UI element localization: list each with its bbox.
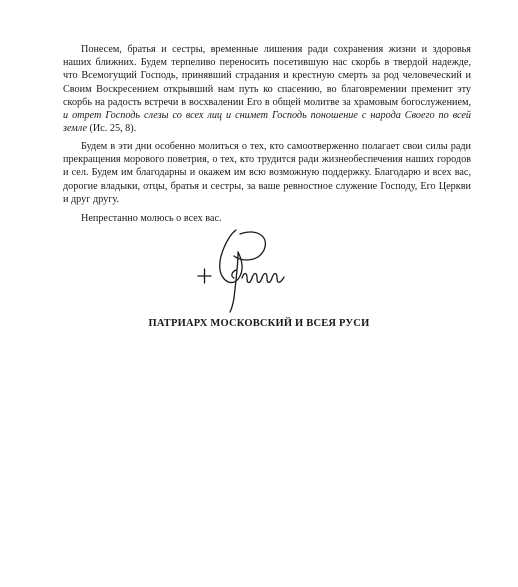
signature-hook	[232, 270, 236, 278]
signature-main-loop	[220, 230, 242, 283]
paragraph-2-text: Будем в эти дни особенно молиться о тех, кто самоотверженно полагает свои силы ради прекращения морового поветрия, о тех, кто трудится ради жизнеобеспечения наших городов и сел. Будем им благодарны и окажем им всю возможную поддержку. Благодарю и всех вас, дорогие владыки, отцы, братья и сестры, за ваше ревностное служение Господу, Его Церкви и друг другу.	[63, 141, 471, 205]
signature-letters-2	[252, 274, 262, 283]
scripture-reference: (Ис. 25, 8).	[86, 123, 137, 135]
scripture-quote: и отрет Господь слезы со всех лиц и снимет Господь поношение с народа Своего по всей земле	[63, 110, 471, 135]
signature-upper-stroke	[234, 232, 265, 260]
paragraph-1-text: Понесем, братья и сестры, временные лишения ради сохранения жизни и здоровья наших ближних. Будем терпеливо переносить посетившую нас скорбь в твердой надежде, что Всемогущий Господь, принявший страдания и крестную смерть за род человеческий и Своим Воскресением открывший нам путь ко спасению, во благовремении пременит эту скорбь на радость встречи в восхвалении Его в общей молитве за храмовым богослужением,	[63, 44, 471, 108]
signature-letters-1	[242, 274, 252, 283]
signatory-title: ПАТРИАРХ МОСКОВСКИЙ И ВСЕЯ РУСИ	[148, 318, 370, 329]
paragraph-3-text: Непрестанно молюсь о всех вас.	[81, 213, 222, 224]
handwritten-signature	[184, 222, 304, 314]
signature-letters-3	[262, 274, 284, 283]
paragraph-2	[63, 140, 471, 206]
paragraph-1	[63, 43, 471, 135]
